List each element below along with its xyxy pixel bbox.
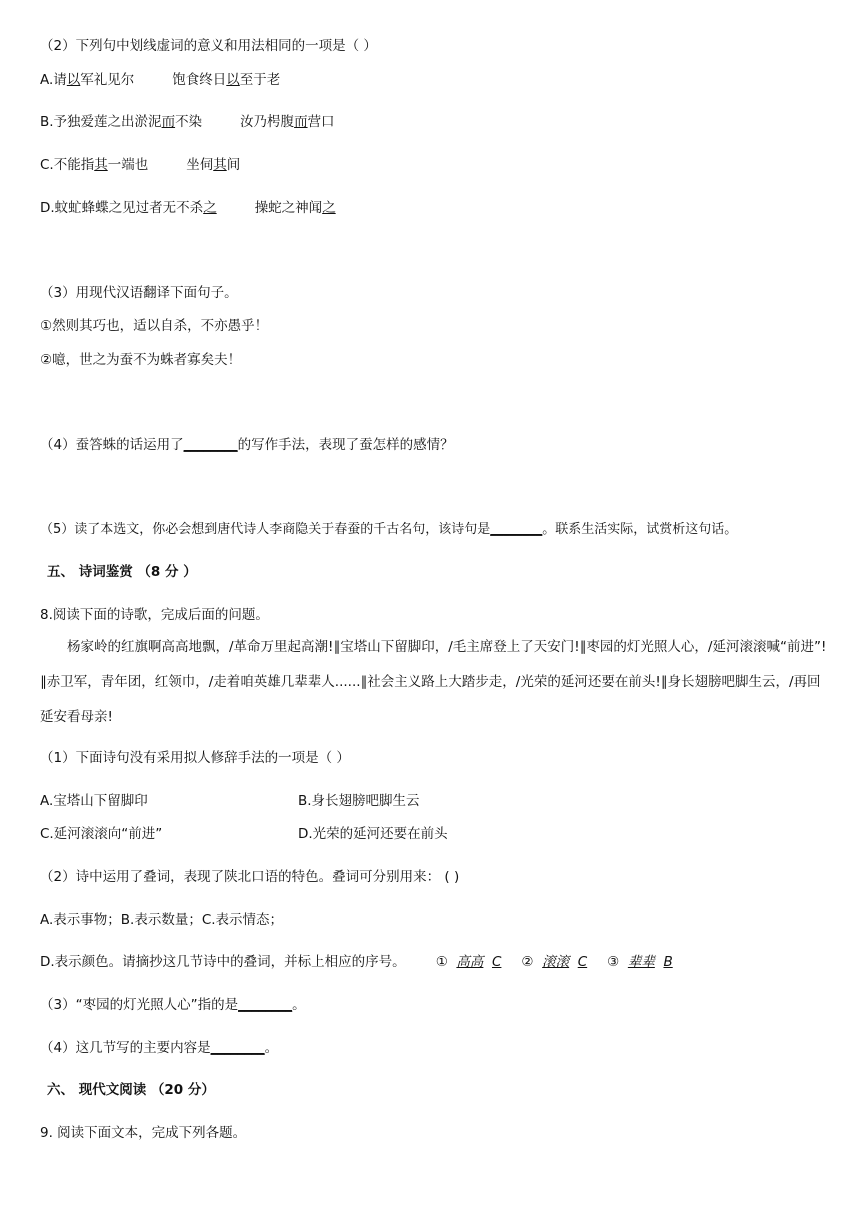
answer-1-number: ① — [435, 954, 448, 970]
answer-3-number: ③ — [607, 954, 620, 970]
q8-sub2-stem: （2）诗中运用了叠词，表现了陕北口语的特色。叠词可分别用来： ( ) — [40, 869, 460, 885]
q8-sub1-option-c: C.延河滚滚向“前进” — [40, 826, 163, 842]
q7-sub5: （5）读了本选文，你必会想到唐代诗人李商隐关于春蚕的千古名句，该诗句是________。联系生活实际，试赏析这句话。 — [40, 522, 738, 537]
q7-sub3-stem: （3）用现代汉语翻译下面句子。 — [40, 285, 238, 301]
answer-2-tag: C — [577, 954, 588, 970]
answer-3-tag: B — [663, 954, 673, 970]
q7-sub2-option-a: A.请以军礼见尔 饱食终日以至于老 — [40, 72, 281, 88]
section-6-title: 六、 现代文阅读 （20 分） — [47, 1082, 215, 1098]
q7-sub2-option-d: D.蚊虻蜂蝶之见过者无不杀之 操蛇之神闻之 — [40, 200, 336, 216]
q8-sub1-option-a: A.宝塔山下留脚印 — [40, 793, 148, 809]
q8-sub2-line2: A.表示事物；B.表示数量；C.表示情态； — [40, 912, 284, 928]
q8-sub4: （4）这几节写的主要内容是________。 — [40, 1040, 279, 1056]
q8-sub3: （3）“枣园的灯光照人心”指的是________。 — [40, 997, 306, 1013]
q8-sub2-line3: D.表示颜色。请摘抄这几节诗中的叠词，并标上相应的序号。 ① 高高 C ② 滚滚 C ③ 辈辈 B — [40, 954, 673, 970]
q7-sub2-option-c: C.不能指其一端也 坐伺其间 — [40, 157, 241, 173]
q8-sub1-option-d: D.光荣的延河还要在前头 — [298, 826, 448, 842]
q7-sub4: （4）蚕答蛛的话运用了________的写作手法，表现了蚕怎样的感情？ — [40, 437, 454, 453]
q8-poem: 杨家岭的红旗啊高高地飘，/革命万里起高潮!∥宝塔山下留脚印，/毛主席登上了天安门!∥枣园的灯光照人心，/延河滚滚喊“前进”!∥赤卫军，青年团，红领巾，/走着咱英雄几辈辈人......∥社会主义路上大踏步走，/光荣的延河还要在前头!∥身长翅膀吧脚生云，/再回延安看母亲! — [40, 639, 827, 725]
answer-blank[interactable]: ________ — [183, 437, 238, 453]
answer-1-tag: C — [491, 954, 502, 970]
q7-sub3-sentence-2: ②噫，世之为蚕不为蛛者寡矣夫！ — [40, 352, 242, 368]
answer-blank[interactable]: ________ — [490, 522, 543, 537]
answer-blank[interactable]: ________ — [210, 1040, 265, 1056]
answer-2-number: ② — [521, 954, 534, 970]
q7-sub2-option-b: B.予独爱莲之出淤泥而不染 汝乃枵腹而营口 — [40, 114, 335, 130]
answer-blank[interactable]: ________ — [238, 997, 293, 1013]
answer-3-word: 辈辈 — [627, 954, 655, 970]
answer-2-word: 滚滚 — [542, 954, 570, 970]
q8-sub1-option-b: B.身长翅膀吧脚生云 — [298, 793, 420, 809]
answer-1-word: 高高 — [456, 954, 484, 970]
q8-stem: 8.阅读下面的诗歌，完成后面的问题。 — [40, 607, 269, 623]
q7-sub3-sentence-1: ①然则其巧也，适以自杀，不亦愚乎！ — [40, 318, 269, 334]
q7-sub2-stem: （2）下列句中划线虚词的意义和用法相同的一项是（ ） — [40, 38, 377, 54]
q9-stem: 9. 阅读下面文本，完成下列各题。 — [40, 1125, 247, 1141]
section-5-title: 五、 诗词鉴赏 （8 分 ） — [47, 564, 197, 580]
q8-sub1-stem: （1）下面诗句没有采用拟人修辞手法的一项是（ ） — [40, 750, 350, 766]
